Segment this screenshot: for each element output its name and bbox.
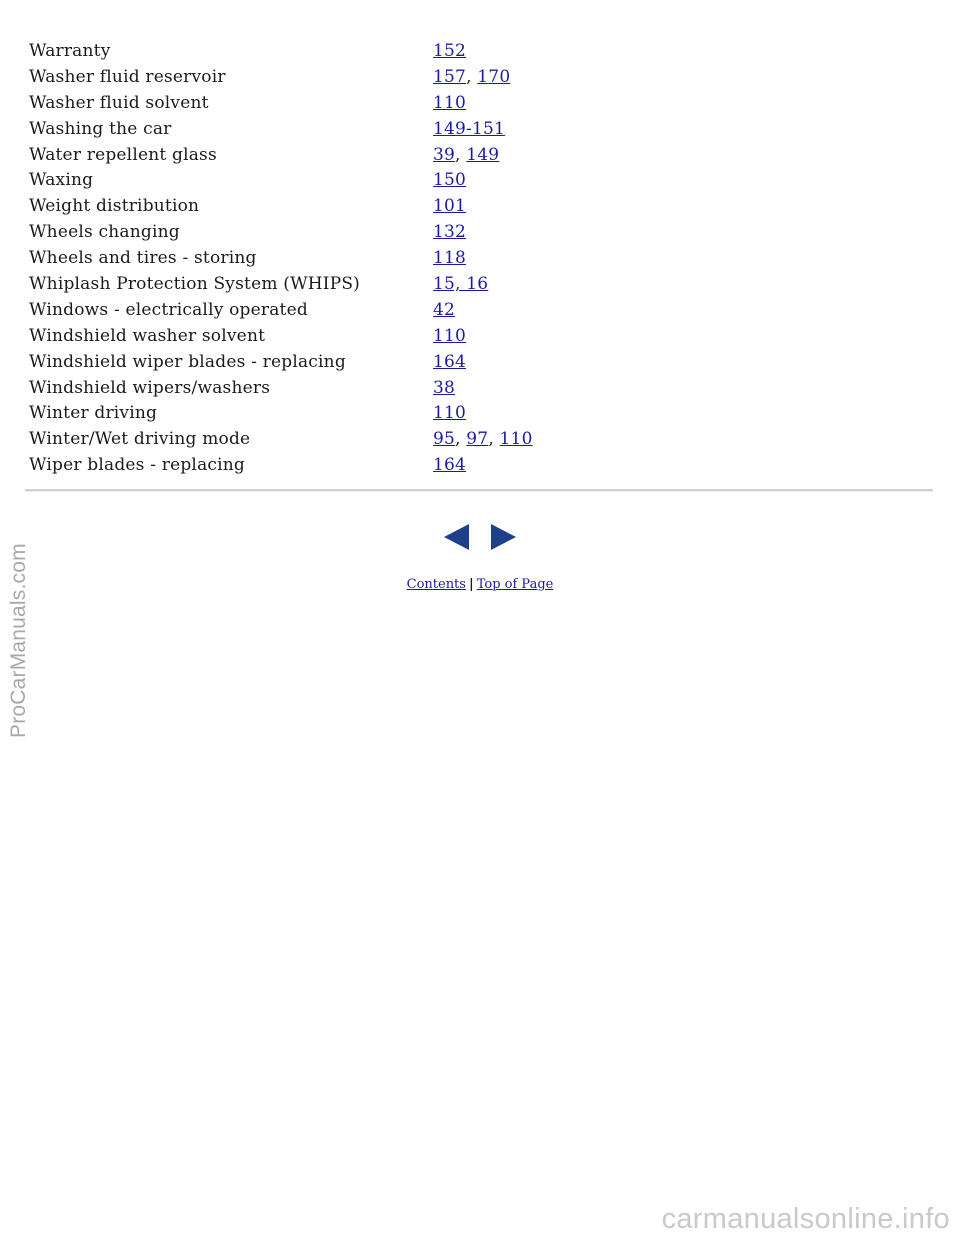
index-row bbox=[29, 349, 629, 375]
index-pages bbox=[433, 196, 466, 216]
page-number-link[interactable]: 157 bbox=[433, 66, 467, 87]
page-number-link[interactable]: 110 bbox=[499, 429, 533, 450]
index-row bbox=[29, 193, 629, 219]
page-number-link[interactable]: 101 bbox=[433, 196, 467, 217]
index-row bbox=[29, 90, 629, 116]
index-row bbox=[29, 375, 629, 401]
page-number-link[interactable]: 39 bbox=[433, 144, 456, 165]
index-pages bbox=[433, 403, 466, 423]
index-row bbox=[29, 167, 629, 193]
page-number-link[interactable]: 118 bbox=[433, 248, 467, 269]
index-pages bbox=[433, 455, 466, 475]
index-term: Washer fluid solvent bbox=[29, 92, 209, 113]
index-row bbox=[29, 116, 629, 142]
index-term: Wheels and tires - storing bbox=[29, 248, 257, 269]
index-row bbox=[29, 400, 629, 426]
page-separator: , bbox=[466, 66, 478, 87]
index-pages bbox=[433, 326, 466, 346]
index-term: Waxing bbox=[29, 170, 94, 191]
top-of-page-link[interactable]: Top of Page bbox=[476, 577, 554, 592]
index-term: Warranty bbox=[29, 40, 111, 61]
index-pages bbox=[433, 378, 455, 398]
index-row bbox=[29, 323, 629, 349]
index-term: Winter driving bbox=[29, 403, 158, 424]
page-separator: , bbox=[488, 429, 500, 450]
index-pages bbox=[433, 352, 466, 372]
page-number-link[interactable]: 149 bbox=[466, 144, 500, 165]
index-term: Weight distribution bbox=[29, 196, 200, 217]
index-pages bbox=[433, 429, 533, 449]
index-pages bbox=[433, 67, 510, 87]
index-term: Water repellent glass bbox=[29, 144, 217, 165]
page-navigation bbox=[442, 524, 518, 552]
page-number-link[interactable]: 110 bbox=[433, 92, 467, 113]
page-separator: , bbox=[455, 144, 467, 165]
index-term: Windshield wiper blades - replacing bbox=[29, 351, 346, 372]
page-number-link[interactable]: 42 bbox=[433, 299, 456, 320]
page-number-link[interactable]: 152 bbox=[433, 40, 467, 61]
index-term: Winter/Wet driving mode bbox=[29, 429, 251, 450]
left-arrow-icon[interactable] bbox=[444, 524, 469, 550]
index-row bbox=[29, 245, 629, 271]
index-pages bbox=[433, 248, 466, 268]
page-number-link[interactable]: 38 bbox=[433, 377, 456, 398]
footer-links bbox=[0, 577, 960, 592]
page-number-link[interactable]: 15, 16 bbox=[433, 273, 489, 294]
page-number-link[interactable]: 150 bbox=[433, 170, 467, 191]
page-number-link[interactable]: 170 bbox=[477, 66, 511, 87]
index-pages bbox=[433, 41, 466, 61]
index-term: Windows - electrically operated bbox=[29, 299, 308, 320]
index-row bbox=[29, 271, 629, 297]
index-row bbox=[29, 64, 629, 90]
bottom-watermark: carmanualsonline.info bbox=[661, 1203, 950, 1235]
index-pages bbox=[433, 274, 488, 294]
index-term: Washing the car bbox=[29, 118, 172, 139]
page-number-link[interactable]: 97 bbox=[466, 429, 489, 450]
index-row bbox=[29, 297, 629, 323]
index-term: Washer fluid reservoir bbox=[29, 66, 226, 87]
index-pages bbox=[433, 300, 455, 320]
index-pages bbox=[433, 170, 466, 190]
page-number-link[interactable]: 164 bbox=[433, 351, 467, 372]
index-row bbox=[29, 452, 629, 478]
index-term: Windshield wipers/washers bbox=[29, 377, 271, 398]
index-pages bbox=[433, 145, 499, 165]
index-term: Wiper blades - replacing bbox=[29, 455, 245, 476]
side-watermark bbox=[3, 510, 43, 740]
index-pages bbox=[433, 119, 505, 139]
index-row bbox=[29, 142, 629, 168]
page-separator: , bbox=[455, 429, 467, 450]
index-pages bbox=[433, 93, 466, 113]
contents-link[interactable]: Contents bbox=[406, 577, 466, 592]
index-row bbox=[29, 426, 629, 452]
page-number-link[interactable]: 164 bbox=[433, 455, 467, 476]
page-number-link[interactable]: 95 bbox=[433, 429, 456, 450]
index-term: Wheels changing bbox=[29, 222, 180, 243]
footer-divider: | bbox=[468, 577, 474, 592]
index-table bbox=[29, 38, 629, 478]
page-number-link[interactable]: 110 bbox=[433, 403, 467, 424]
index-term: Whiplash Protection System (WHIPS) bbox=[29, 273, 361, 294]
index-term: Windshield washer solvent bbox=[29, 325, 266, 346]
index-pages bbox=[433, 222, 466, 242]
page-number-link[interactable]: 110 bbox=[433, 325, 467, 346]
index-row bbox=[29, 219, 629, 245]
side-watermark-text: ProCarManuals.com bbox=[7, 543, 30, 738]
right-arrow-icon[interactable] bbox=[491, 524, 516, 550]
horizontal-divider bbox=[25, 489, 933, 492]
page-number-link[interactable]: 132 bbox=[433, 222, 467, 243]
index-row bbox=[29, 38, 629, 64]
page-number-link[interactable]: 149-151 bbox=[433, 118, 506, 139]
